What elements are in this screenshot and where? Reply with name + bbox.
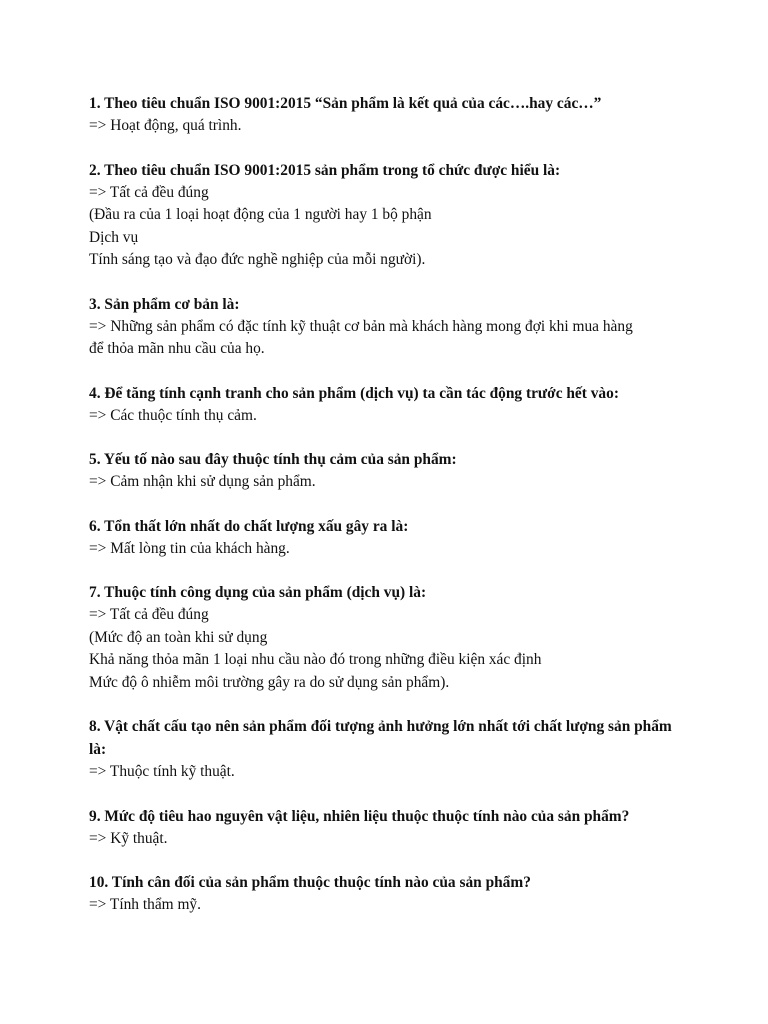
- document-page: [89, 92, 689, 938]
- answer-detail-line: để thỏa mãn nhu cầu của họ.: [89, 340, 265, 357]
- answer-detail-line: Khả năng thỏa mãn 1 loại nhu cầu nào đó trong những điều kiện xác định: [89, 651, 542, 668]
- question-block: [89, 805, 689, 851]
- answer-text: => Các thuộc tính thụ cảm.: [89, 406, 257, 424]
- question-block: [89, 871, 689, 917]
- answer-detail-line: Dịch vụ: [89, 228, 139, 246]
- answer-text: => Kỹ thuật.: [89, 829, 168, 847]
- question-block: [89, 382, 689, 428]
- question-block: [89, 293, 689, 361]
- question-block: [89, 715, 689, 784]
- question-block: [89, 448, 689, 494]
- question-list: [89, 92, 689, 917]
- question-block: [89, 515, 689, 561]
- question-text: 1. Theo tiêu chuẩn ISO 9001:2015 “Sản phẩm là kết quả của các….hay các…”: [89, 95, 602, 112]
- question-text: 6. Tổn thất lớn nhất do chất lượng xấu gây ra là:: [89, 517, 409, 535]
- answer-text: => Hoạt động, quá trình.: [89, 117, 242, 134]
- answer-text: => Mất lòng tin của khách hàng.: [89, 539, 290, 557]
- answer-text: => Tính thẩm mỹ.: [89, 896, 201, 913]
- question-block: [89, 581, 689, 694]
- question-text: 10. Tính cân đối của sản phẩm thuộc thuộc tính nào của sản phẩm?: [89, 874, 531, 891]
- answer-text: => Thuộc tính kỹ thuật.: [89, 763, 235, 780]
- question-block: [89, 159, 689, 272]
- question-block: [89, 92, 689, 138]
- question-text: 4. Để tăng tính cạnh tranh cho sản phẩm (dịch vụ) ta cần tác động trước hết vào:: [89, 384, 619, 402]
- answer-text: => Tất cả đều đúng: [89, 606, 209, 623]
- answer-detail-line: Mức độ ô nhiễm môi trường gây ra do sử dụng sản phẩm).: [89, 673, 450, 691]
- question-text: 2. Theo tiêu chuẩn ISO 9001:2015 sản phẩm trong tổ chức được hiểu là:: [89, 161, 561, 179]
- question-text: 9. Mức độ tiêu hao nguyên vật liệu, nhiên liệu thuộc thuộc tính nào của sản phẩm?: [89, 807, 630, 825]
- answer-text: => Tất cả đều đúng: [89, 183, 209, 201]
- answer-text: => Những sản phẩm có đặc tính kỹ thuật cơ bản mà khách hàng mong đợi khi mua hàng: [89, 317, 633, 335]
- question-text: 7. Thuộc tính công dụng của sản phẩm (dịch vụ) là:: [89, 584, 427, 601]
- answer-detail-line: (Mức độ an toàn khi sử dụng: [89, 628, 268, 646]
- question-text: 5. Yếu tố nào sau đây thuộc tính thụ cảm của sản phẩm:: [89, 451, 457, 468]
- question-text: 8. Vật chất cấu tạo nên sản phẩm đối tượng ảnh hưởng lớn nhất tới chất lượng sản phẩm là:: [89, 718, 672, 758]
- question-text: 3. Sản phẩm cơ bản là:: [89, 295, 240, 313]
- answer-text: => Cảm nhận khi sử dụng sản phẩm.: [89, 473, 316, 490]
- answer-detail-line: (Đầu ra của 1 loại hoạt động của 1 người hay 1 bộ phận: [89, 206, 432, 223]
- answer-detail-line: Tính sáng tạo và đạo đức nghề nghiệp của mỗi người).: [89, 251, 426, 268]
